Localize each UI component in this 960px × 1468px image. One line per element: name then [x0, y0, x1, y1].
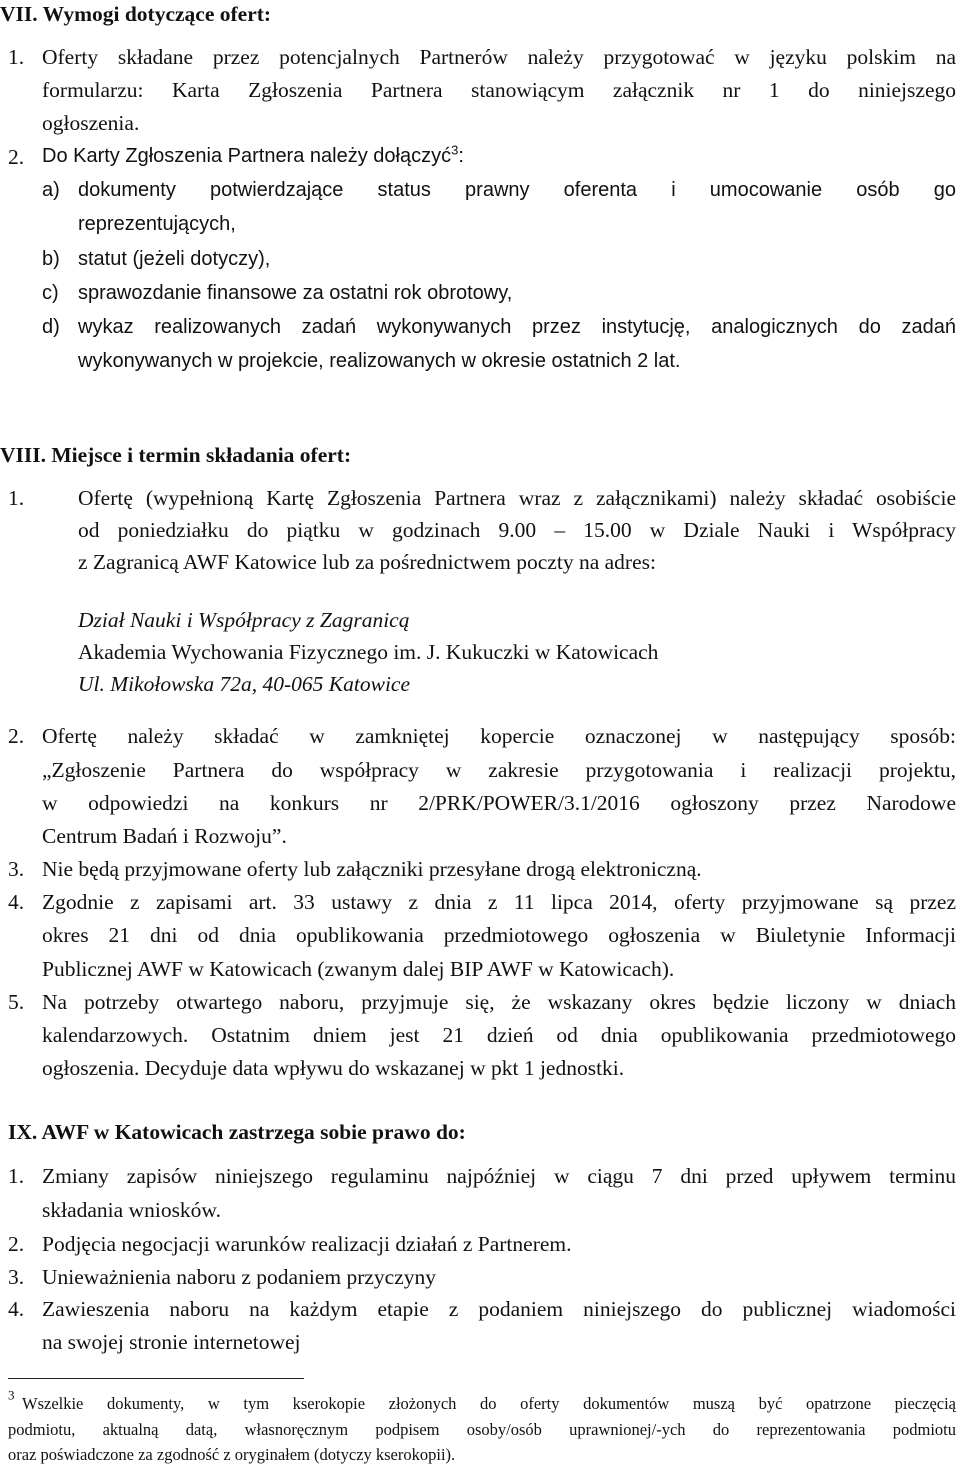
paragraph-line: Centrum Badań i Rozwoju”.	[42, 824, 287, 848]
paragraph-line: w odpowiedzi na konkurs nr 2/PRK/POWER/3.1/2016 ogłoszony przez Narodowe	[42, 791, 956, 815]
footnote-line: oraz poświadczone za zgodność z oryginałem (dotyczy kserokopii).	[8, 1445, 456, 1464]
paragraph-line: Na potrzeby otwartego naboru, przyjmuje się, że wskazany okres będzie liczony w dniach	[42, 990, 956, 1014]
paragraph-line: od poniedziałku do piątku w godzinach 9.00 – 15.00 w Dziale Nauki i Współpracy	[78, 518, 956, 542]
list-number: 4.	[8, 890, 25, 914]
footnote-reference: 3	[451, 142, 459, 158]
paragraph-line: składania wniosków.	[42, 1198, 221, 1222]
footnote-number: 3	[8, 1387, 15, 1403]
list-number: 3.	[8, 857, 25, 881]
address-street: Ul. Mikołowska 72a, 40-065 Katowice	[78, 672, 411, 696]
attachments-intro: Do Karty Zgłoszenia Partnera należy dołączyć	[42, 145, 452, 167]
colon: :	[458, 145, 464, 167]
section-vii-heading: VII. Wymogi dotyczące ofert:	[0, 2, 272, 26]
paragraph-line: Zmiany zapisów niniejszego regulaminu najpóźniej w ciągu 7 dni przed upływem terminu	[42, 1164, 956, 1188]
paragraph-line: Unieważnienia naboru z podaniem przyczyny	[42, 1265, 437, 1289]
list-number: 2.	[8, 145, 25, 169]
paragraph-line: „Zgłoszenie Partnera do współpracy w zakresie przygotowania i realizacji projektu,	[42, 758, 956, 782]
paragraph-line: okres 21 dni od dnia opublikowania przedmiotowego ogłoszenia w Biuletynie Informacji	[42, 923, 956, 947]
paragraph-line: Oferty składane przez potencjalnych Partnerów należy przygotować w języku polskim na	[42, 45, 956, 69]
paragraph-line: z Zagranicą AWF Katowice lub za pośrednictwem poczty na adres:	[78, 550, 656, 574]
section-ix-heading: IX. AWF w Katowicach zastrzega sobie prawo do:	[8, 1120, 466, 1144]
paragraph-line: statut (jeżeli dotyczy),	[78, 248, 271, 270]
paragraph-line: Ofertę należy składać w zamkniętej kopercie oznaczonej w następujący sposób:	[42, 724, 956, 748]
list-number: 4.	[8, 1297, 25, 1321]
list-number: 2.	[8, 1232, 25, 1256]
footnote-mark	[8, 1387, 15, 1411]
address-department: Dział Nauki i Współpracy z Zagranicą	[78, 608, 410, 632]
paragraph-line: wykonywanych w projekcie, realizowanych w okresie ostatnich 2 lat.	[78, 350, 681, 372]
paragraph-line: Publicznej AWF w Katowicach (zwanym dalej BIP AWF w Katowicach).	[42, 957, 675, 981]
address-institution: Akademia Wychowania Fizycznego im. J. Kukuczki w Katowicach	[78, 640, 659, 664]
paragraph-line: na swojej stronie internetowej	[42, 1330, 301, 1354]
section-viii-heading: VIII. Miejsce i termin składania ofert:	[0, 443, 352, 467]
paragraph-line: ogłoszenia.	[42, 111, 140, 135]
paragraph-line: wykaz realizowanych zadań wykonywanych przez instytucję, analogicznych do zadań	[78, 316, 956, 338]
list-number: 5.	[8, 990, 25, 1014]
footnote-separator	[8, 1378, 304, 1379]
list-number: 1.	[8, 1164, 25, 1188]
paragraph-line: reprezentujących,	[78, 213, 236, 235]
paragraph-line: Podjęcia negocjacji warunków realizacji działań z Partnerem.	[42, 1232, 572, 1256]
paragraph-line: Nie będą przyjmowane oferty lub załączniki przesyłane drogą elektroniczną.	[42, 857, 702, 881]
paragraph-line: ogłoszenia. Decyduje data wpływu do wskazanej w pkt 1 jednostki.	[42, 1056, 625, 1080]
list-letter: b)	[42, 248, 60, 270]
list-number: 3.	[8, 1265, 25, 1289]
paragraph-line: Ofertę (wypełnioną Kartę Zgłoszenia Partnera wraz z załącznikami) należy składać osobiście	[78, 486, 956, 510]
paragraph-line: sprawozdanie finansowe za ostatni rok obrotowy,	[78, 282, 513, 304]
list-number: 2.	[8, 724, 25, 748]
footnote-line: Wszelkie dokumenty, w tym kserokopie złożonych do oferty dokumentów muszą być opatrzone pieczęcią	[22, 1394, 956, 1413]
paragraph-line	[42, 142, 464, 168]
list-number: 1.	[8, 486, 25, 510]
list-number: 1.	[8, 45, 25, 69]
list-letter: a)	[42, 179, 60, 201]
paragraph-line: dokumenty potwierdzające status prawny oferenta i umocowanie osób go	[78, 179, 956, 201]
list-letter: c)	[42, 282, 59, 304]
footnote-line: podmiotu, aktualną datą, własnoręcznym podpisem osoby/osób uprawnionej/-ych do reprezentowania podmiotu	[8, 1420, 956, 1439]
list-letter: d)	[42, 316, 60, 338]
paragraph-line: kalendarzowych. Ostatnim dniem jest 21 dzień od dnia opublikowania przedmiotowego	[42, 1023, 956, 1047]
paragraph-line: formularzu: Karta Zgłoszenia Partnera stanowiącym załącznik nr 1 do niniejszego	[42, 78, 956, 102]
paragraph-line: Zawieszenia naboru na każdym etapie z podaniem niniejszego do publicznej wiadomości	[42, 1297, 956, 1321]
paragraph-line: Zgodnie z zapisami art. 33 ustawy z dnia z 11 lipca 2014, oferty przyjmowane są przez	[42, 890, 956, 914]
